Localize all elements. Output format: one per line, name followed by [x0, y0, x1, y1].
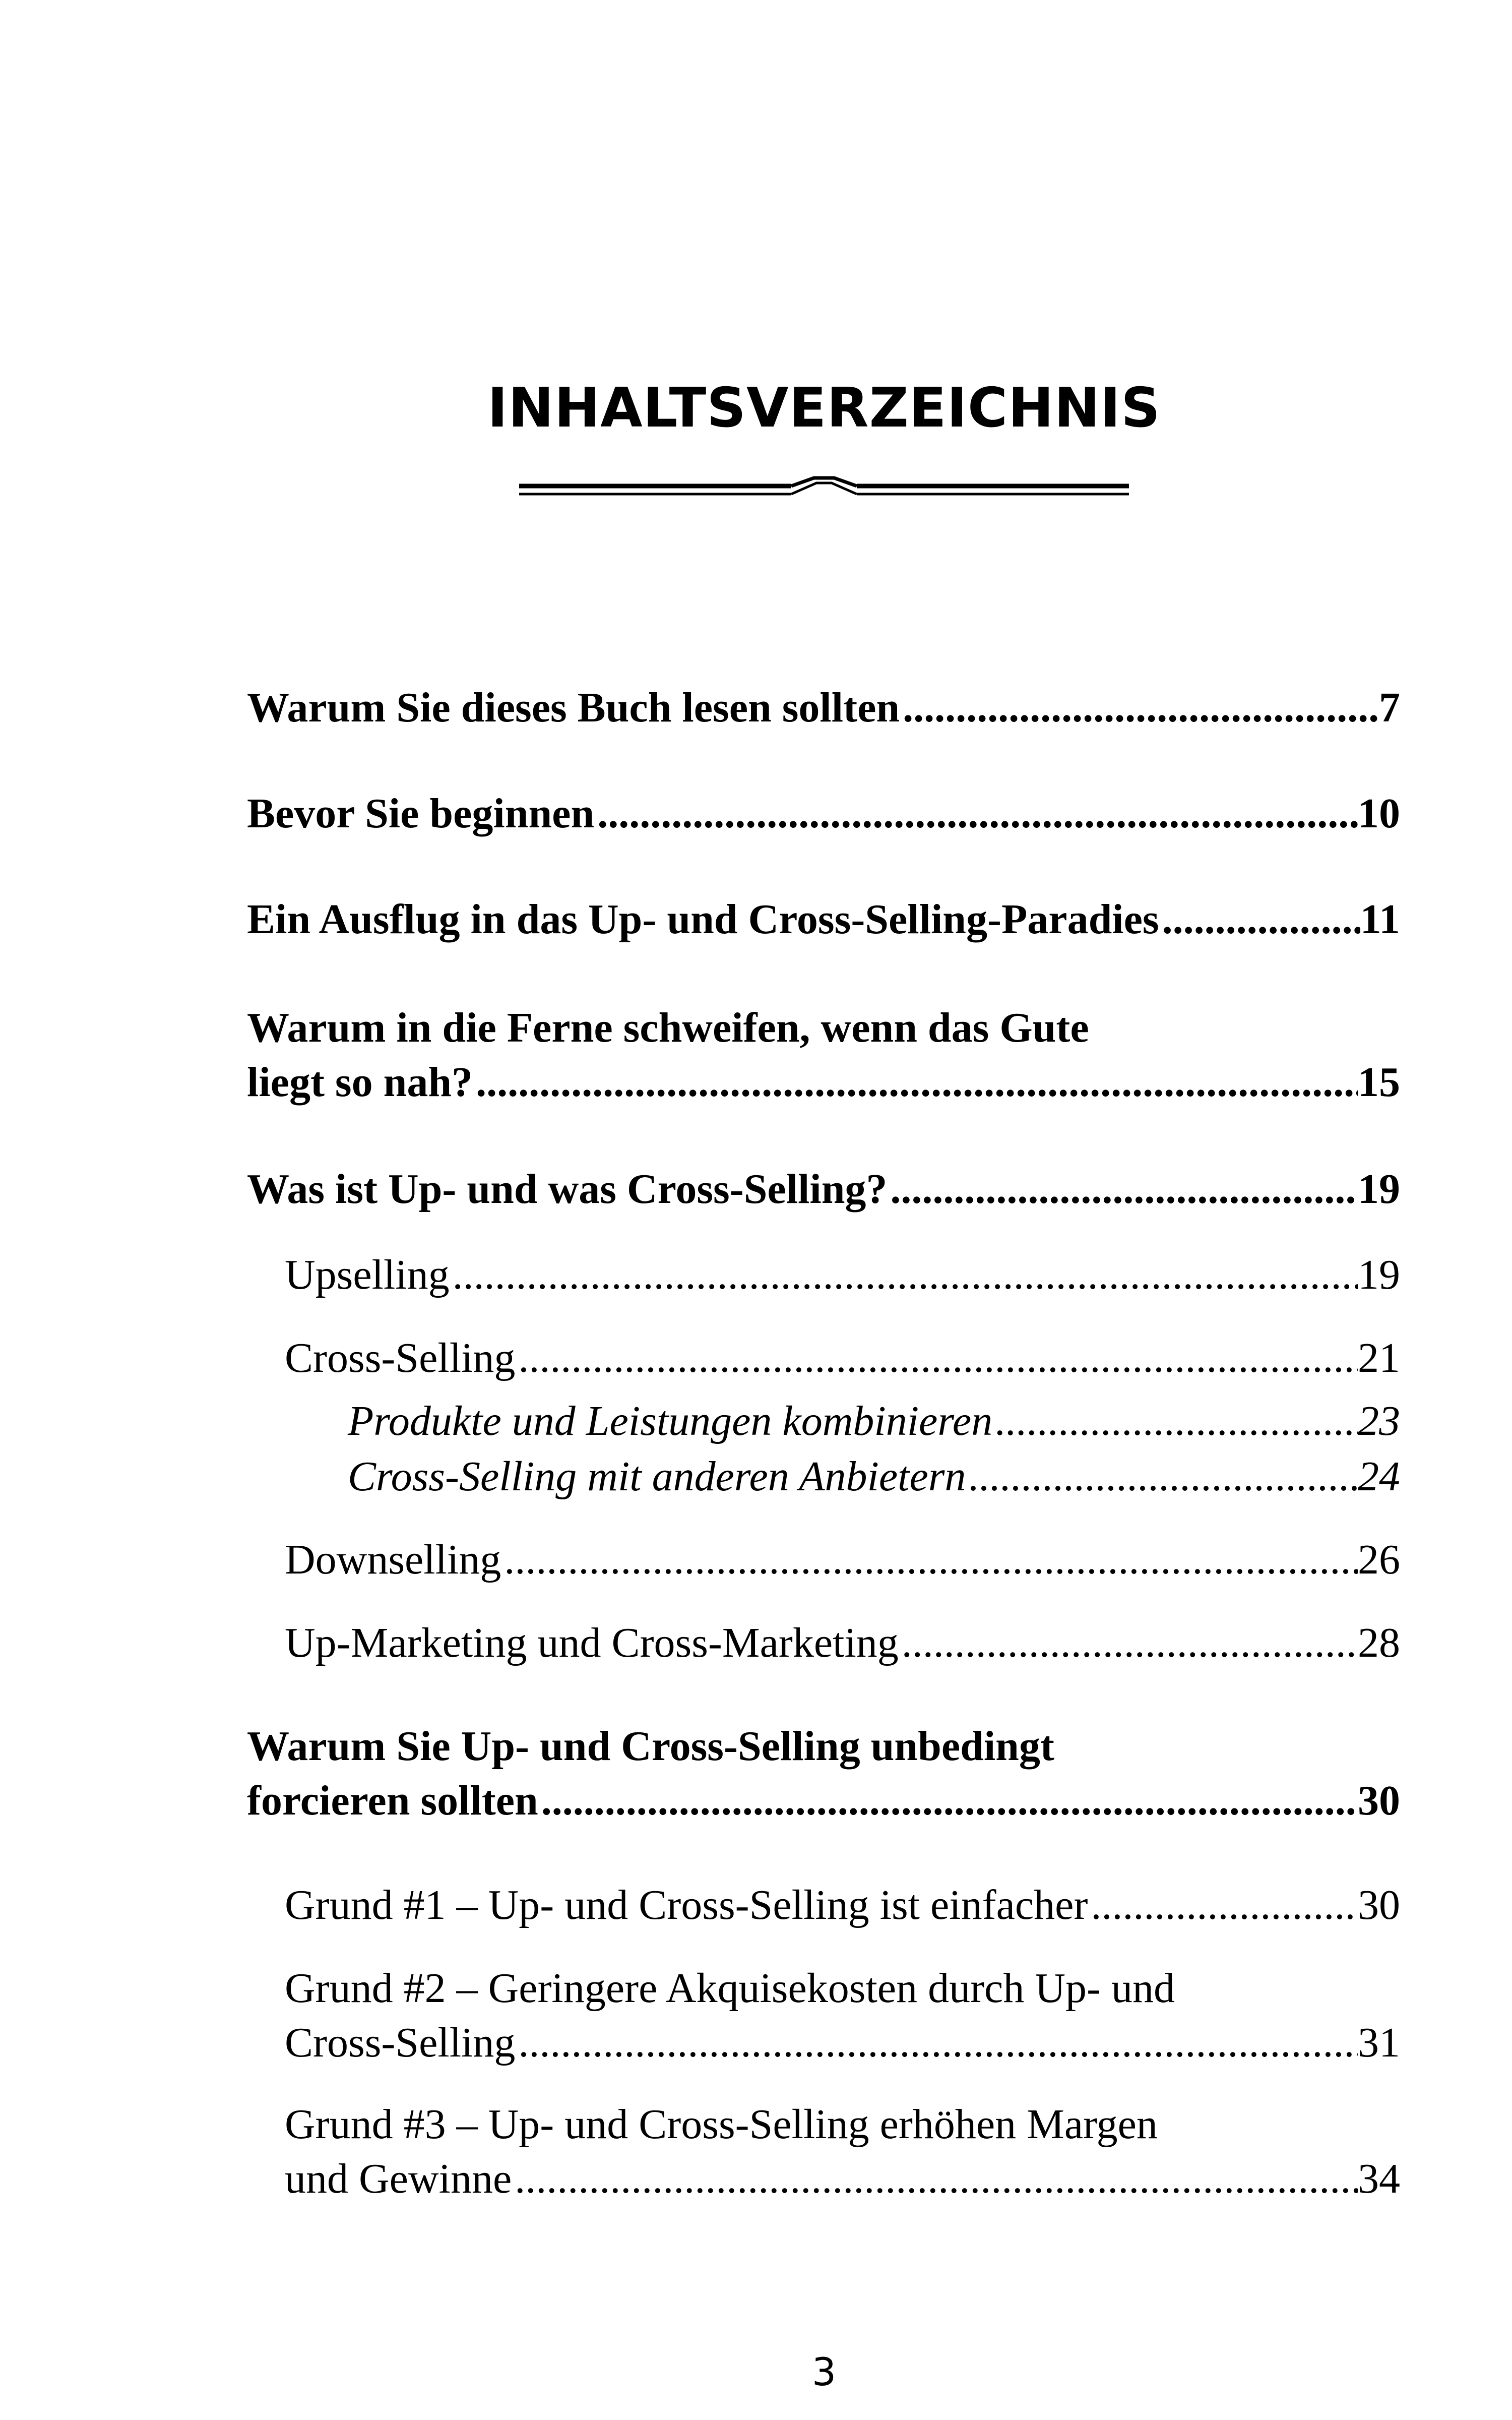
dot-leader — [512, 2152, 1358, 2206]
dot-leader — [1159, 892, 1360, 947]
toc-page-number: 30 — [1358, 1777, 1400, 1824]
toc-entry-title: Grund #1 – Up- und Cross-Selling ist einfacher — [285, 1882, 1088, 1928]
toc-entry-title: liegt so nah? — [247, 1059, 473, 1106]
toc-page-number: 21 — [1358, 1335, 1400, 1381]
toc-page-number: 7 — [1379, 684, 1400, 731]
toc-entry-line — [285, 2097, 1400, 2152]
dot-leader — [966, 1449, 1358, 1504]
toc-page-number: 24 — [1358, 1453, 1400, 1500]
toc-entry-level-2 — [285, 1248, 1400, 1302]
toc-entry-line — [285, 1961, 1400, 2016]
toc-entry-line — [348, 1394, 1400, 1448]
dot-leader — [992, 1394, 1358, 1448]
toc-entry-level-2 — [285, 1961, 1400, 2070]
toc-page-number: 31 — [1358, 2019, 1400, 2066]
dot-leader — [538, 1774, 1358, 1828]
toc-page-number: 30 — [1358, 1882, 1400, 1928]
toc-entry-level-1 — [247, 1719, 1400, 1828]
dot-leader — [900, 681, 1379, 735]
toc-entry-line — [285, 1248, 1400, 1302]
dot-leader — [899, 1616, 1358, 1670]
toc-entry-title: Grund #2 – Geringere Akquisekosten durch Up- und — [285, 1965, 1175, 2012]
toc-entry-title: Warum in die Ferne schweifen, wenn das Gute — [247, 1004, 1089, 1051]
toc-entry-level-2 — [285, 1533, 1400, 1587]
toc-entry-level-2 — [285, 2097, 1400, 2206]
toc-entry-title: Ein Ausflug in das Up- und Cross-Selling-Paradies — [247, 896, 1159, 943]
toc-entry-line — [285, 1616, 1400, 1670]
toc-entry-level-1 — [247, 892, 1400, 947]
toc-page-number: 15 — [1358, 1059, 1400, 1106]
toc-entry-title: Bevor Sie beginnen — [247, 790, 595, 837]
toc-entry-line — [247, 1719, 1400, 1774]
toc-entry-title: forcieren sollten — [247, 1777, 538, 1824]
dot-leader — [887, 1162, 1358, 1217]
toc-entry-title: Upselling — [285, 1251, 450, 1298]
toc-entry-line — [285, 1878, 1400, 1932]
toc-entry-level-1 — [247, 1162, 1400, 1217]
dot-leader — [473, 1055, 1358, 1110]
toc-page-number: 19 — [1358, 1166, 1400, 1213]
toc-entry-level-2 — [285, 1331, 1400, 1385]
toc-entry-title: Grund #3 – Up- und Cross-Selling erhöhen Margen — [285, 2101, 1158, 2148]
toc-entry-line — [247, 1162, 1400, 1217]
toc-entry-level-3 — [348, 1394, 1400, 1448]
toc-entry-line — [247, 681, 1400, 735]
toc-entry-title: Cross-Selling — [285, 1335, 516, 1381]
toc-entry-title: Up-Marketing und Cross-Marketing — [285, 1619, 899, 1666]
toc-page-number: 23 — [1358, 1398, 1400, 1444]
toc-entry-title: und Gewinne — [285, 2155, 512, 2202]
toc-page-number: 19 — [1358, 1251, 1400, 1298]
toc-entry-level-3 — [348, 1449, 1400, 1504]
toc-entry-level-1 — [247, 786, 1400, 841]
toc-entry-line — [247, 786, 1400, 841]
toc-entry-line — [285, 2016, 1400, 2070]
toc-entry-title: Was ist Up- und was Cross-Selling? — [247, 1166, 888, 1213]
page-title: INHALTSVERZEICHNIS — [487, 377, 1161, 440]
toc-entry-line — [285, 2152, 1400, 2206]
toc-entry-title: Warum Sie Up- und Cross-Selling unbedingt — [247, 1723, 1054, 1770]
toc-page-number: 28 — [1358, 1619, 1400, 1666]
toc-entry-line — [247, 1774, 1400, 1828]
dot-leader — [450, 1248, 1358, 1302]
dot-leader — [594, 786, 1358, 841]
dot-leader — [515, 2016, 1358, 2070]
toc-entry-level-1 — [247, 681, 1400, 735]
toc-page-number: 10 — [1358, 790, 1400, 837]
toc-entry-title: Cross-Selling — [285, 2019, 516, 2066]
toc-entry-title: Cross-Selling mit anderen Anbietern — [348, 1453, 966, 1500]
toc-entry-title: Warum Sie dieses Buch lesen sollten — [247, 684, 900, 731]
page-number: 3 — [811, 2349, 837, 2394]
dot-leader — [1088, 1878, 1358, 1932]
toc-page-number: 11 — [1360, 896, 1400, 943]
dot-leader — [501, 1533, 1358, 1587]
toc-entry-line — [247, 892, 1400, 947]
toc-entry-line — [285, 1533, 1400, 1587]
toc-entry-title: Downselling — [285, 1536, 501, 1583]
toc-entry-line — [285, 1331, 1400, 1385]
toc-entry-line — [348, 1449, 1400, 1504]
toc-entry-title: Produkte und Leistungen kombinieren — [348, 1398, 993, 1444]
toc-entry-level-2 — [285, 1878, 1400, 1932]
toc-entry-line — [247, 1001, 1400, 1055]
toc-page-number: 26 — [1358, 1536, 1400, 1583]
dot-leader — [515, 1331, 1358, 1385]
toc-entry-line — [247, 1055, 1400, 1110]
toc-entry-level-1 — [247, 1001, 1400, 1110]
toc-page-number: 34 — [1358, 2155, 1400, 2202]
toc-entry-level-2 — [285, 1616, 1400, 1670]
